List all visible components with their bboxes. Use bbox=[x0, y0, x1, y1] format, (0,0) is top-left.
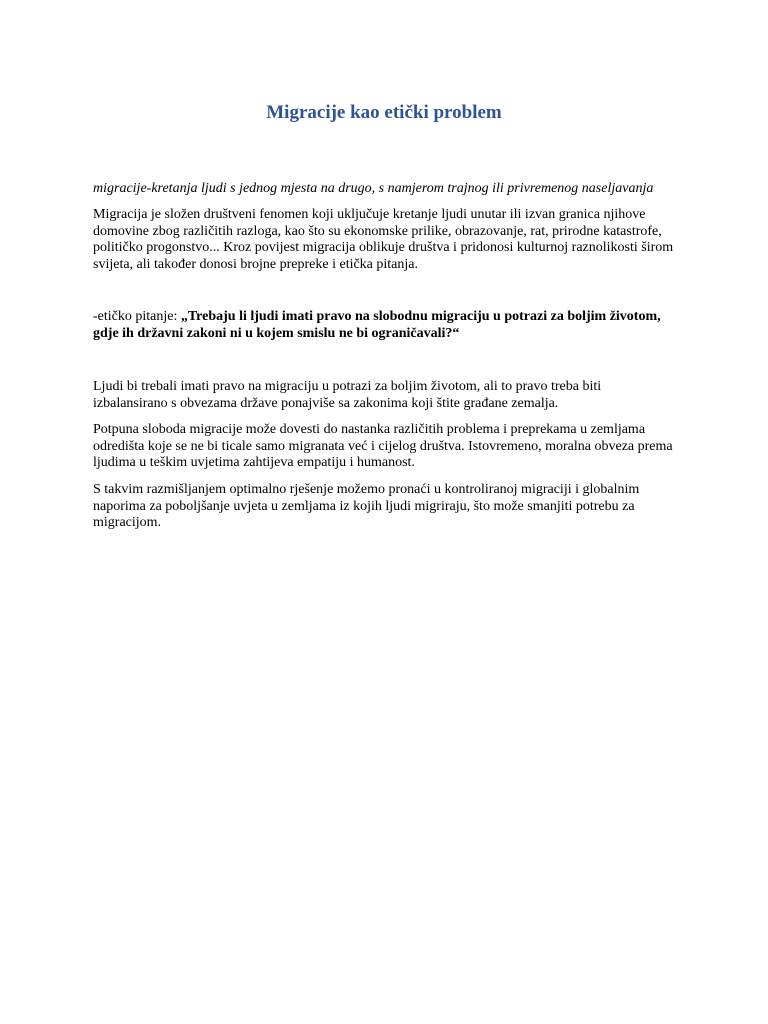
definition-text: migracije-kretanja ljudi s jednog mjesta na drugo, s namjerom trajnog ili privremenog naseljavanja bbox=[93, 181, 654, 196]
intro-block bbox=[93, 207, 678, 273]
ethical-question-block bbox=[93, 309, 678, 342]
paragraph-3-block bbox=[93, 482, 678, 532]
question-text: „Trebaju li ljudi imati pravo na slobodnu migraciju u potrazi za boljim životom, gdje ih državni zakoni ni u kojem smislu ne bi ograničavali?“ bbox=[93, 309, 661, 341]
body-paragraph: Ljudi bi trebali imati pravo na migraciju u potrazi za boljim životom, ali to pravo treba biti izbalansirano s obvezama države ponajviše sa zakonima koji štite građane zemalja. bbox=[93, 379, 602, 411]
ethical-question-paragraph bbox=[93, 309, 678, 342]
body-paragraph: Potpuna sloboda migracije može dovesti do nastanka različitih problema i preprekama u zemljama odredišta koje se ne bi ticale samo migranata već i cijelog društva. Istovremeno, moralna obveza prema ljudima u teškim uvjetima zahtijeva empatiju i humanost. bbox=[93, 422, 673, 470]
document-title: Migracije kao etički problem bbox=[266, 102, 502, 123]
paragraph-2-block bbox=[93, 422, 678, 472]
body-paragraph: S takvim razmišljanjem optimalno rješenje možemo pronaći u kontroliranoj migraciji i globalnim naporima za poboljšanje uvjeta u zemljama iz kojih ljudi migriraju, što može smanjiti potrebu za migracijom. bbox=[93, 482, 640, 530]
paragraph-1-block bbox=[93, 379, 678, 412]
question-prefix: -etičko pitanje: bbox=[93, 309, 181, 324]
intro-paragraph: Migracija je složen društveni fenomen koji uključuje kretanje ljudi unutar ili izvan granica njihove domovine zbog različitih razloga, kao što su ekonomske prilike, obrazovanje, rat, prirodne katastrofe, političko progonstvo... Kroz povijest migracija oblikuje društva i pridonosi kulturnoj raznolikosti širom svijeta, ali također donosi brojne prepreke i etička pitanja. bbox=[93, 207, 674, 272]
definition-block bbox=[93, 181, 678, 198]
